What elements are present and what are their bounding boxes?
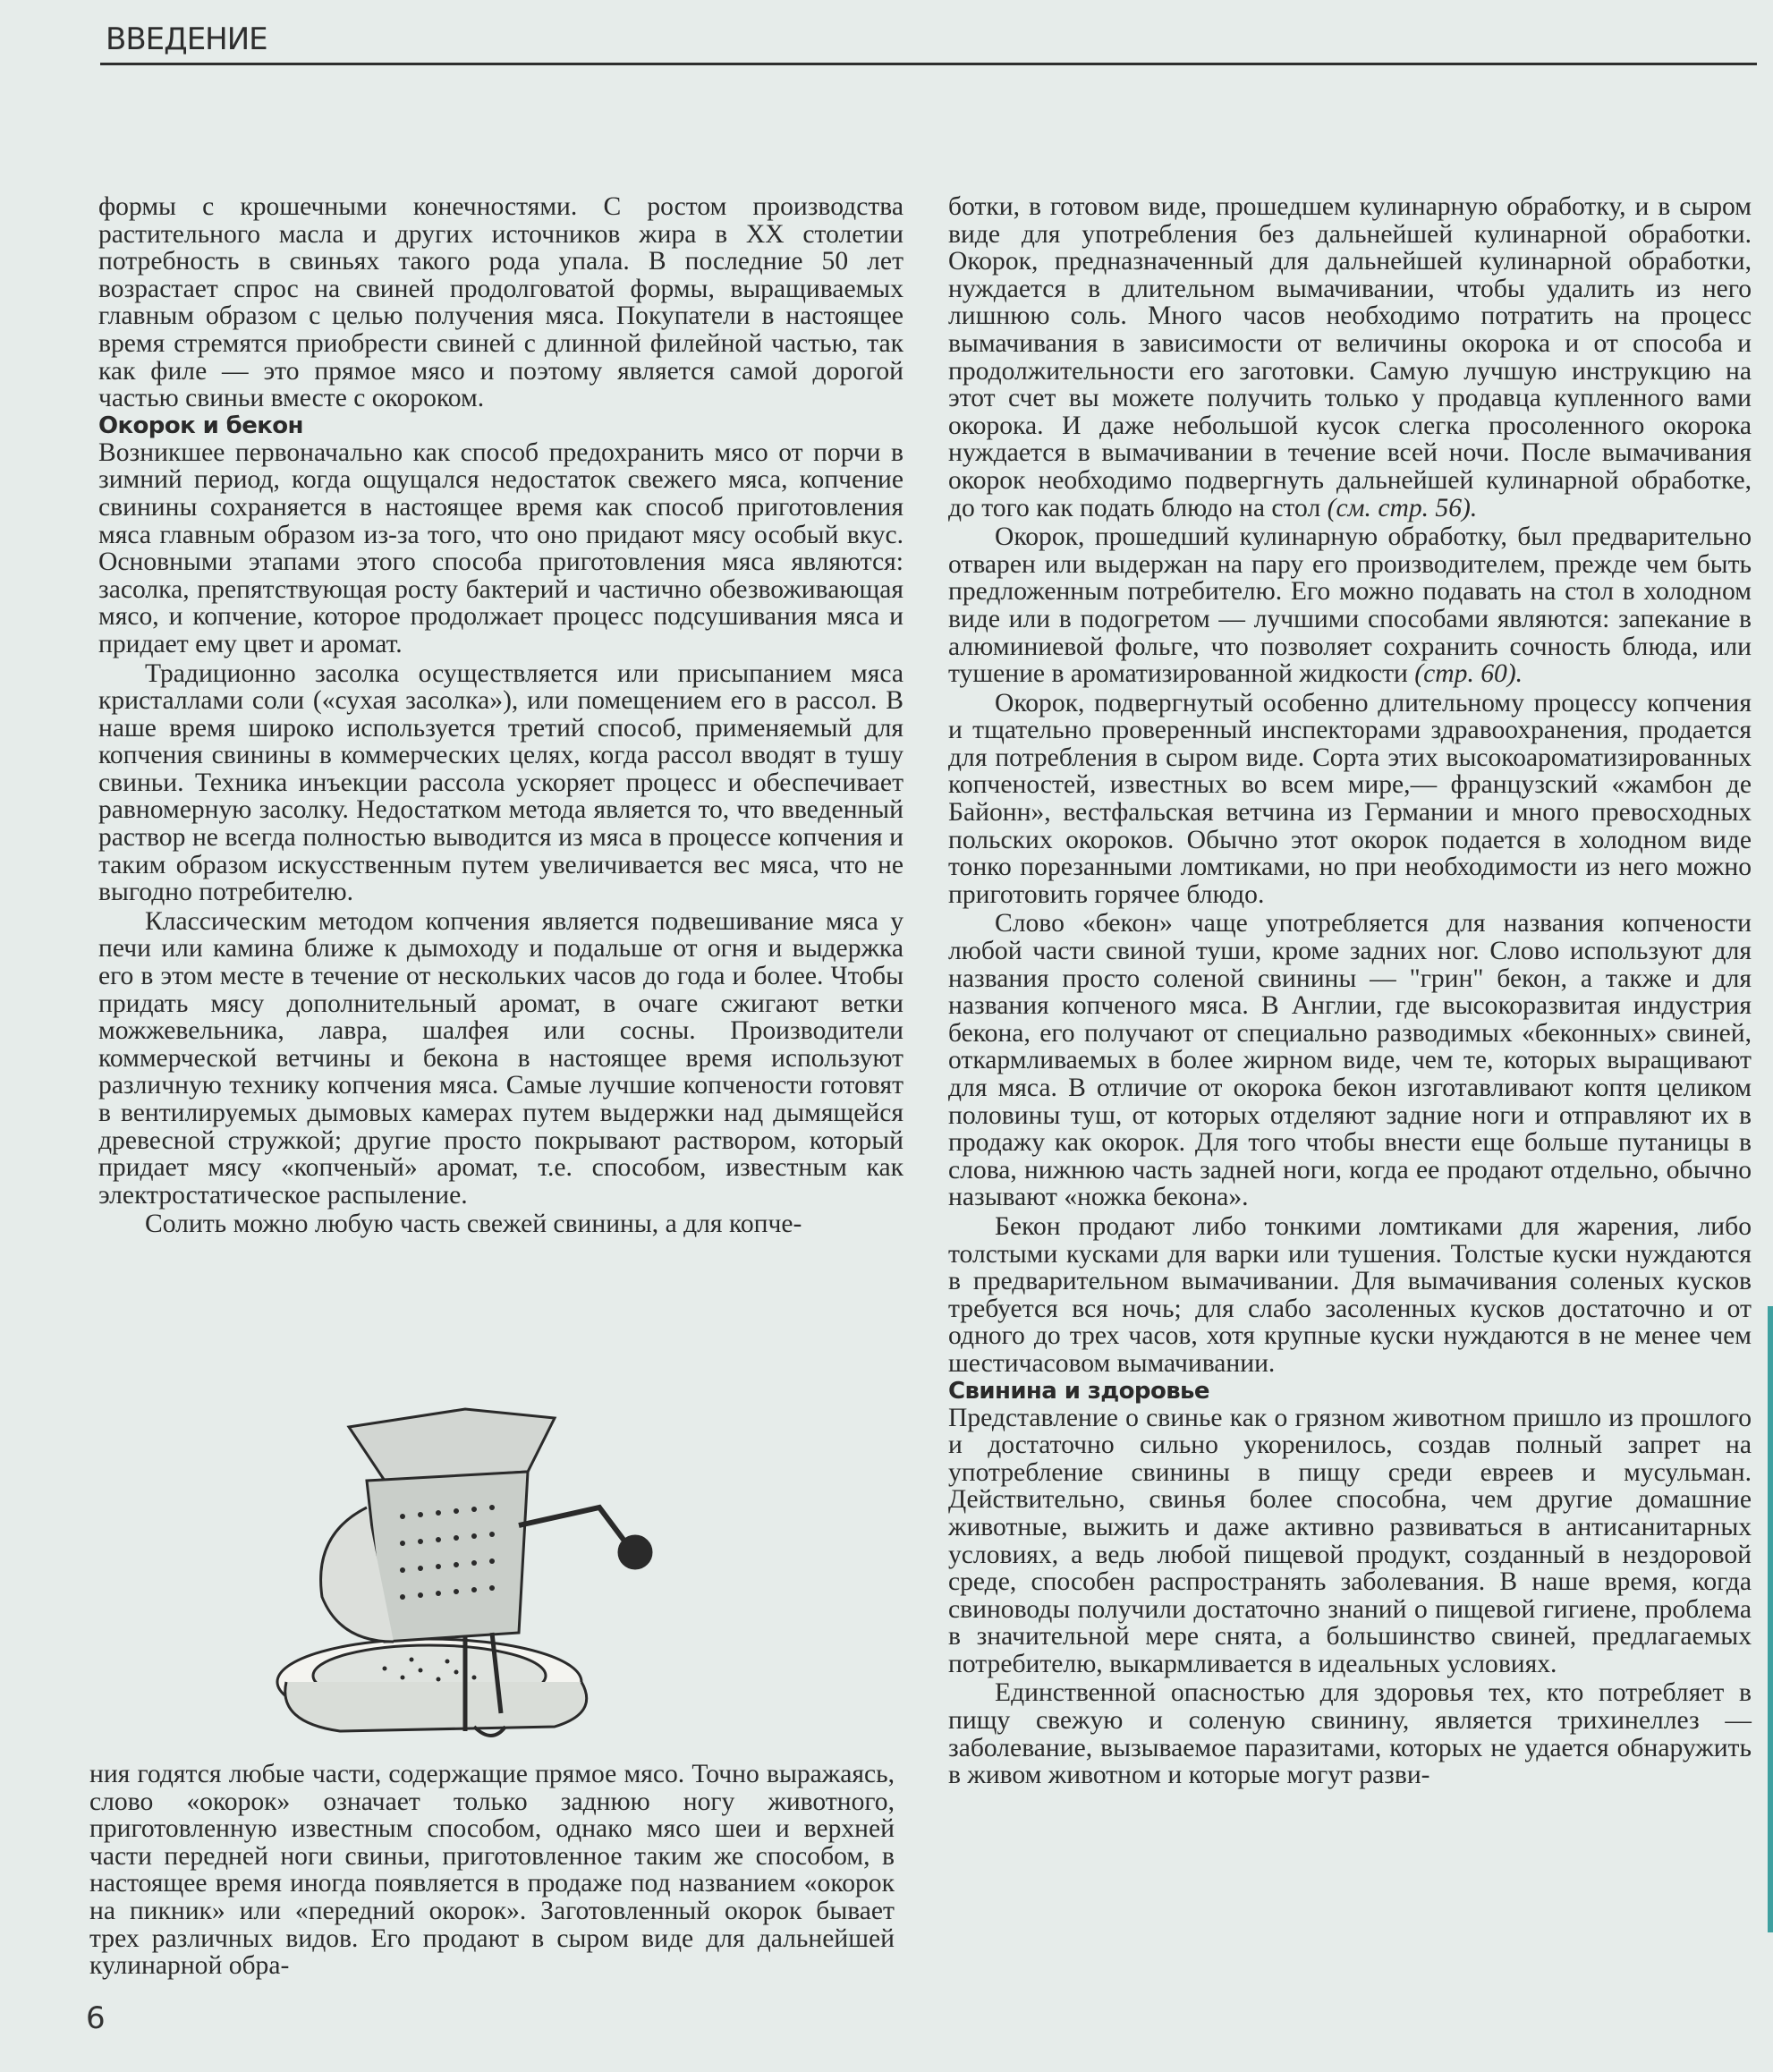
paragraph: ботки, в готовом виде, прошедшем кулинарную обработку, и в сыром виде для употребления без дальнейшей кулинарной обработки. Окорок, предназначенный для дальнейшей кулинарной обработки, нуждается в длительном вымачивании, чтобы удалить из него лишнюю соль. Много часов необходимо потратить на процесс вымачивания в зависимости от величины окорока и от способа и продолжительности его заготовки. Самую лучшую инструкцию на этот счет вы можете получить только у продавца купленного вами окорока. И даже небольшой кусок слегка просоленного окорока нуждается в вымачивании в течение всей ночи. После вымачивания окорок необходимо подвергнуть дальнейшей кулинарной обработке, до того как подать блюдо на стол (см. стр. 56). — [948, 192, 1752, 522]
left-column-top — [98, 193, 903, 1238]
left-column-bottom — [89, 1761, 895, 1980]
right-column — [948, 193, 1752, 1789]
page-reference: (стр. 60). — [1414, 659, 1523, 689]
meat-grinder-icon — [259, 1373, 680, 1749]
subheading-pork-health: Свинина и здоровье — [948, 1377, 1209, 1405]
paragraph: Единственной опасностью для здоровья тех, кто потребляет в пищу свежую и соленую свинину, является трихинеллез — заболевание, вызываемое паразитами, которых не удается обнаружить в живом животном и которые могут разви- — [948, 1678, 1752, 1790]
paragraph: Традиционно засолка осуществляется или присыпанием мяса кристаллами соли («сухая засолка»), или помещением его в рассол. В наше время широко используется третий способ, применяемый для копчения свинины в коммерческих целях, когда рассол вводят в тушу свиньи. Техника инъекции рассола ускоряет процесс и обеспечивает равномерную засолку. Недостатком метода является то, что введенный раствор не всегда полностью выводится из мяса в процессе копчения и таким образом искусственным путем увеличивается вес мяса, что не выгодно потребителю. — [98, 658, 903, 907]
paragraph: Окорок, подвергнутый особенно длительному процессу копчения и тщательно проверенный инспекторами здравоохранения, продается для потребления в сыром виде. Сорта этих высокоароматизированных копченостей, известных во всем мире,— французский «жамбон де Байонн», вестфальская ветчина из Германии и много превосходных польских окороков. Обычно этот окорок подается в холодном виде тонко порезанными ломтиками, но при необходимости из него можно приготовить горячее блюдо. — [948, 688, 1752, 909]
page-edge-strip — [1768, 1306, 1773, 1932]
paragraph: Бекон продают либо тонкими ломтиками для жарения, либо толстыми кусками для варки или тушения. Толстые куски нуждаются в предварительном вымачивании. Для вымачивания соленых кусков требуется вся ночь; для слабо засоленных кусков достаточно и от одного до трех часов, хотя крупные куски нуждаются в не менее чем шестичасовом вымачивании. — [948, 1211, 1752, 1378]
page-number: 6 — [86, 2000, 106, 2036]
page-reference: (см. стр. 56). — [1327, 493, 1478, 522]
paragraph: формы с крошечными конечностями. С ростом производства растительного масла и других источников жира в XX столетии потребность в свиньях такого рода упала. В последние 50 лет возрастает спрос на свиней продолговатой формы, выращиваемых главным образом с целью получения мяса. Покупатели в настоящее время стремятся приобрести свиней с длинной филейной частью, так как филе — это прямое мясо и поэтому является самой дорогой частью свиньи вместе с окороком. — [98, 192, 903, 413]
paragraph: Возникшее первоначально как способ предохранить мясо от порчи в зимний период, когда ощущался недостаток свежего мяса, копчение свинины сохраняется в настоящее время как способ приготовления мяса главным образом из-за того, что оно придают мясу особый вкус. Основными этапами этого способа приготовления мяса являются: засолка, препятствующая росту бактерий и частично обезвоживающая мясо, и копчение, которое продолжает процесс подсушивания мяса и придает ему цвет и аромат. — [98, 437, 903, 658]
paragraph: Слово «бекон» чаще употребляется для названия копчености любой части свиной туши, кроме задних ног. Слово используют для названия просто соленой свинины — "грин" бекон, а также и для названия копченого мяса. В Англии, где высокоразвитая индустрия бекона, его получают от специально разводимых «беконных» свиней, откармливаемых в более жирном виде, чем те, которых выращивают для мяса. В отличие от окорока бекон изготавливают коптя целиком половины туш, от которых отделяют задние ноги и отправляют их в продажу как окорок. Для того чтобы внести еще больше путаницы в слова, нижнюю часть задней ноги, когда ее продают отдельно, обычно называют «ножка бекона». — [948, 909, 1752, 1212]
header-divider — [100, 63, 1757, 65]
paragraph: Представление о свинье как о грязном животном пришло из прошлого и достаточно сильно укоренилось, создав полный запрет на употребление свинины в пищу среди евреев и мусульман. Действительно, свинья более способна, чем другие домашние животные, выжить и даже активно развиваться в антисанитарных условиях, а ведь любой пищевой продукт, созданный в нездоровой среде, способен распространять заболевания. В наше время, когда свиноводы получили достаточно знаний о пищевой гигиене, проблема в значительной мере снята, а большинство свиней, предлагаемых потребителю, выкармливается в идеальных условиях. — [948, 1403, 1752, 1678]
paragraph: ния годятся любые части, содержащие прямое мясо. Точно выражаясь, слово «окорок» означает только заднюю ногу животного, приготовленную известным способом, однако мясо шеи и верхней части передней ноги свиньи, приготовленное таким же способом, в настоящее время иногда появляется в продаже под названием «окорок на пикник» или «передний окорок». Заготовленный окорок бывает трех различных видов. Его продают в сыром виде для дальнейшей кулинарной обра- — [89, 1760, 895, 1981]
paragraph: Классическим методом копчения является подвешивание мяса у печи или камина ближе к дымоходу и подальше от огня и выдержка его в этом месте в течение от нескольких часов до года и более. Чтобы придать мясу дополнительный аромат, в очаге сжигают ветки можжевельника, лавра, шалфея или сосны. Производители коммерческой ветчины и бекона в настоящее время используют различную технику копчения мяса. Самые лучшие копчености готовят в вентилируемых дымовых камерах путем выдержки над дымящейся древесной стружкой; другие просто покрывают раствором, который придает мясу «копченый» аромат, т.е. способом, известным как электростатическое распыление. — [98, 906, 903, 1210]
subheading-ham-bacon: Окорок и бекон — [98, 412, 303, 439]
section-title: ВВЕДЕНИЕ — [106, 21, 267, 57]
paragraph: Окорок, прошедший кулинарную обработку, был предварительно отварен или выдержан на пару его производителем, прежде чем быть предложенным потребителю. Его можно подавать на стол в холодном виде или в подогретом — лучшими способами являются: запекание в алюминиевой фольге, что позволяет сохранить сочность блюда, или тушение в ароматизированной жидкости (стр. 60). — [948, 522, 1752, 689]
paragraph: Солить можно любую часть свежей свинины, а для копче- — [145, 1210, 802, 1239]
